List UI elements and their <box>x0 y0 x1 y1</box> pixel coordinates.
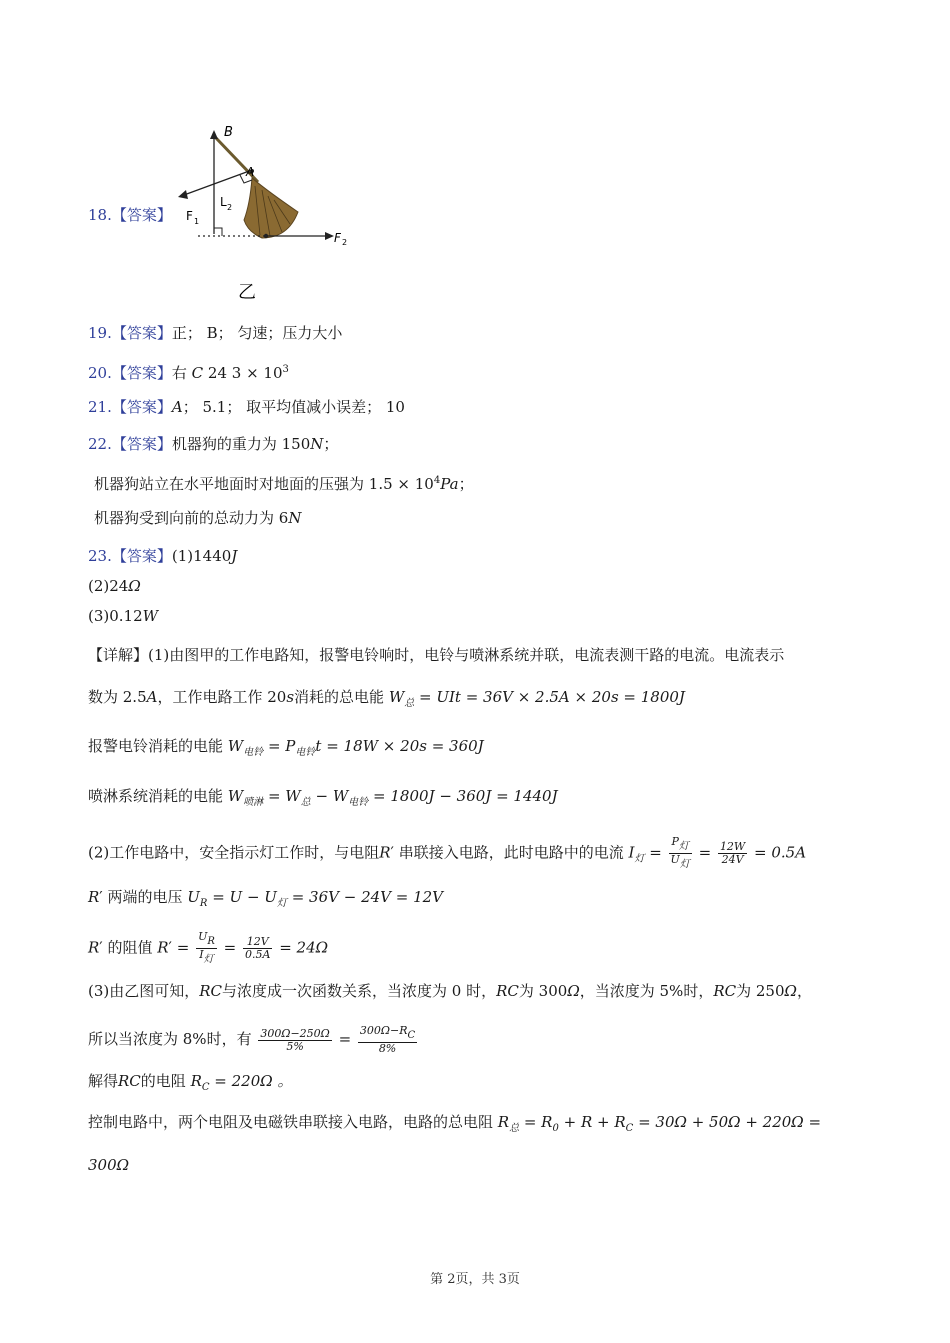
frac-den: 0.5A <box>244 948 271 961</box>
q22-punct: ； <box>458 475 474 493</box>
frac-num: U <box>198 930 208 943</box>
answer-tag: 【答案】 <box>111 206 172 224</box>
q22-unit: N <box>310 435 324 453</box>
detail-math: = 30Ω + 50Ω + 220Ω = <box>633 1113 822 1131</box>
detail-math: R <box>379 843 391 862</box>
frac-num: 300Ω−250Ω <box>260 1026 330 1040</box>
q22-unit: N <box>288 509 302 527</box>
detail-math: = UIt = 36V × 2.5A × 20s = 1800J <box>414 688 685 706</box>
detail-math: s <box>286 688 295 706</box>
answer-tag: 【答案】 <box>111 324 172 342</box>
detail-math: R <box>190 1072 202 1090</box>
broom-head <box>244 178 298 238</box>
label-b: B <box>224 125 233 140</box>
detail-text: 所以当浓度为 8%时，有 <box>88 1030 257 1048</box>
detail-math: RC <box>713 982 737 1000</box>
q19-line <box>88 322 342 344</box>
detail-p8 <box>88 980 812 1002</box>
q21-answer-1: A <box>171 398 183 416</box>
detail-p12 <box>88 1154 129 1176</box>
q23-line <box>88 545 237 567</box>
detail-sub: 0 <box>552 1123 559 1134</box>
frac-den: 5% <box>286 1039 304 1053</box>
q22-line-3 <box>94 507 301 529</box>
detail-p6 <box>88 886 443 915</box>
detail-sub: 电铃 <box>348 797 369 808</box>
question-number: 23. <box>88 547 112 565</box>
detail-text: 数为 2.5 <box>88 688 147 706</box>
q23-unit-3: W <box>142 607 159 625</box>
detail-math: = <box>333 1030 356 1048</box>
fraction <box>358 1025 417 1055</box>
question-number: 22. <box>88 435 112 453</box>
detail-p1 <box>88 644 784 666</box>
frac-num: 300Ω−R <box>359 1024 408 1037</box>
detail-math: = 1800J − 360J = 1440J <box>368 787 558 805</box>
detail-sub: 电铃 <box>243 747 264 758</box>
detail-math: W <box>227 737 244 755</box>
label-f1-sub: 1 <box>194 217 200 226</box>
detail-text: ，当浓度为 5%时， <box>579 982 714 1000</box>
q18-line <box>88 204 172 226</box>
detail-p5 <box>88 836 806 871</box>
detail-text: ′ 两端的电压 <box>99 888 188 906</box>
q22-text: 机器狗的重力为 150 <box>171 435 311 453</box>
q20-answer-1: 右 <box>171 364 192 382</box>
detail-math: = 220Ω 。 <box>209 1072 293 1090</box>
lever-broom-figure <box>170 120 360 300</box>
detail-math: A <box>146 688 158 706</box>
q22-punct: ； <box>323 435 339 453</box>
detail-p10 <box>88 1070 292 1099</box>
detail-text: 报警电铃消耗的电能 <box>88 737 228 755</box>
detail-math: RC <box>496 982 519 1000</box>
q20-answer-3: 24 3 × 10 <box>203 364 283 382</box>
q22-line-2 <box>94 470 474 495</box>
q20-line <box>88 359 289 384</box>
detail-text: (2)工作电路中，安全指示灯工作时，与电阻 <box>88 843 380 862</box>
arrow-f1-icon <box>178 190 188 199</box>
fraction <box>243 936 272 961</box>
q21-answer-2: ； 5.1； 取平均值减小误差； 10 <box>182 398 405 416</box>
answer-tag: 【答案】 <box>111 435 172 453</box>
detail-text: 消耗的总电能 <box>294 688 389 706</box>
detail-math: − W <box>310 787 349 805</box>
detail-text: 控制电路中，两个电阻及电磁铁串联接入电路，电路的总电阻 <box>88 1113 498 1131</box>
detail-p9 <box>88 1025 419 1055</box>
detail-sub: R <box>199 898 208 909</box>
detail-text: 解得 <box>88 1072 119 1090</box>
q22-text: 机器狗站立在水平地面时对地面的压强为 1.5 × 10 <box>94 475 434 493</box>
q23-answer-2-line <box>88 575 141 597</box>
detail-math: R <box>157 938 169 957</box>
q23-answer-3: (3)0.12 <box>88 607 143 625</box>
q22-text: 机器狗受到向前的总动力为 6 <box>94 509 289 527</box>
frac-den: 8% <box>378 1042 397 1055</box>
q23-answer-1: (1)1440 <box>171 547 232 565</box>
detail-sub: C <box>201 1082 210 1093</box>
detail-math: U <box>187 888 200 906</box>
detail-math: = U − U <box>207 888 277 906</box>
detail-p3 <box>88 735 484 764</box>
detail-sub: 灯 <box>203 954 214 965</box>
frac-den: I <box>199 948 204 961</box>
detail-math: = <box>693 843 716 862</box>
detail-text: ′ 的阻值 <box>99 938 158 957</box>
detail-math: W <box>227 787 244 805</box>
fraction <box>669 836 692 871</box>
frac-num: 12W <box>719 840 746 853</box>
detail-math: R <box>88 888 100 906</box>
q22-line-1 <box>88 433 338 455</box>
detail-math: = 24Ω <box>274 938 329 957</box>
q23-answer-2: (2)24 <box>88 577 129 595</box>
detail-p2 <box>88 686 685 715</box>
detail-text: 为 250 <box>736 982 785 1000</box>
answer-tag: 【答案】 <box>111 364 172 382</box>
answer-tag: 【答案】 <box>111 547 172 565</box>
detail-math: = P <box>263 737 296 755</box>
detail-math: = R <box>519 1113 553 1131</box>
detail-math: R <box>497 1113 510 1131</box>
detail-sub: 总 <box>509 1123 520 1134</box>
q20-exponent: 3 <box>282 364 289 375</box>
question-number: 18. <box>88 206 112 224</box>
detail-sub: 总 <box>300 797 311 808</box>
detail-math: = 36V − 24V = 12V <box>286 888 444 906</box>
figure-caption: 乙 <box>238 282 256 300</box>
q23-answer-3-line <box>88 605 158 627</box>
fraction <box>258 1028 331 1053</box>
detail-math: = 0.5A <box>749 843 807 862</box>
answer-tag: 【答案】 <box>111 398 172 416</box>
detail-text: 【详解】(1)由图甲的工作电路知，报警电铃响时，电铃与喷淋系统并联，电流表测干路的电流。电流表示 <box>88 646 785 664</box>
arrow-up-icon <box>210 130 218 139</box>
detail-math: RC <box>118 1072 141 1090</box>
q22-unit: Pa <box>440 475 459 493</box>
detail-sub: C <box>407 1030 416 1041</box>
page-footer: 第 2页，共 3页 <box>430 1272 520 1287</box>
detail-math: = <box>644 843 667 862</box>
detail-text: ′ = <box>168 938 195 957</box>
label-l2: L <box>220 195 227 209</box>
label-f2: F <box>334 231 341 245</box>
frac-den: 24V <box>721 853 744 866</box>
detail-sub: R <box>207 936 215 947</box>
question-number: 21. <box>88 398 112 416</box>
detail-p11 <box>88 1111 821 1140</box>
detail-sub: 灯 <box>276 898 287 909</box>
detail-math: Ω <box>784 982 797 1000</box>
detail-sub: 灯 <box>678 841 689 852</box>
detail-p7 <box>88 931 328 966</box>
detail-text: ， <box>796 982 812 1000</box>
detail-text: ′ 串联接入电路，此时电路中的电流 <box>390 843 629 862</box>
q21-line <box>88 396 405 418</box>
question-number: 20. <box>88 364 112 382</box>
q19-answer: 正； B； 匀速；压力大小 <box>171 324 343 342</box>
detail-p4 <box>88 785 558 814</box>
frac-num: P <box>671 835 679 848</box>
detail-math: I <box>628 843 635 862</box>
detail-math: = W <box>263 787 301 805</box>
detail-sub: 灯 <box>634 853 645 865</box>
detail-text: ，工作电路工作 20 <box>157 688 287 706</box>
detail-math: R <box>88 938 100 957</box>
detail-sub: 总 <box>404 698 415 709</box>
detail-text: 喷淋系统消耗的电能 <box>88 787 228 805</box>
arrow-f2-icon <box>325 232 334 240</box>
q20-answer-2: C <box>191 364 204 382</box>
label-f2-sub: 2 <box>342 238 348 247</box>
frac-num: 12V <box>243 936 272 949</box>
q22-exponent: 4 <box>433 475 441 486</box>
detail-math: + R + R <box>558 1113 626 1131</box>
detail-sub: 灯 <box>679 859 690 870</box>
detail-sub: C <box>625 1123 634 1134</box>
question-number: 19. <box>88 324 112 342</box>
f1-line <box>184 170 252 195</box>
detail-text: (3)由乙图可知， <box>88 982 200 1000</box>
label-f1: F <box>186 209 193 223</box>
fraction <box>196 931 217 966</box>
detail-text: 为 300 <box>518 982 568 1000</box>
label-l2-sub: 2 <box>227 203 233 212</box>
detail-sub: 喷淋 <box>243 797 264 808</box>
detail-math: RC <box>199 982 223 1000</box>
detail-math: = <box>218 938 241 957</box>
frac-den: U <box>670 853 680 866</box>
q23-unit-1: J <box>231 547 238 565</box>
detail-math: Ω <box>567 982 580 1000</box>
detail-sub: 电铃 <box>295 747 316 758</box>
q23-unit-2: Ω <box>128 577 141 595</box>
detail-math: 300Ω <box>88 1156 130 1174</box>
detail-math: t = 18W × 20s = 360J <box>315 737 484 755</box>
detail-text: 与浓度成一次函数关系，当浓度为 0 时， <box>222 982 497 1000</box>
fraction <box>718 841 747 866</box>
detail-math: W <box>388 688 405 706</box>
label-a: A <box>246 165 255 179</box>
detail-text: 的电阻 <box>140 1072 191 1090</box>
